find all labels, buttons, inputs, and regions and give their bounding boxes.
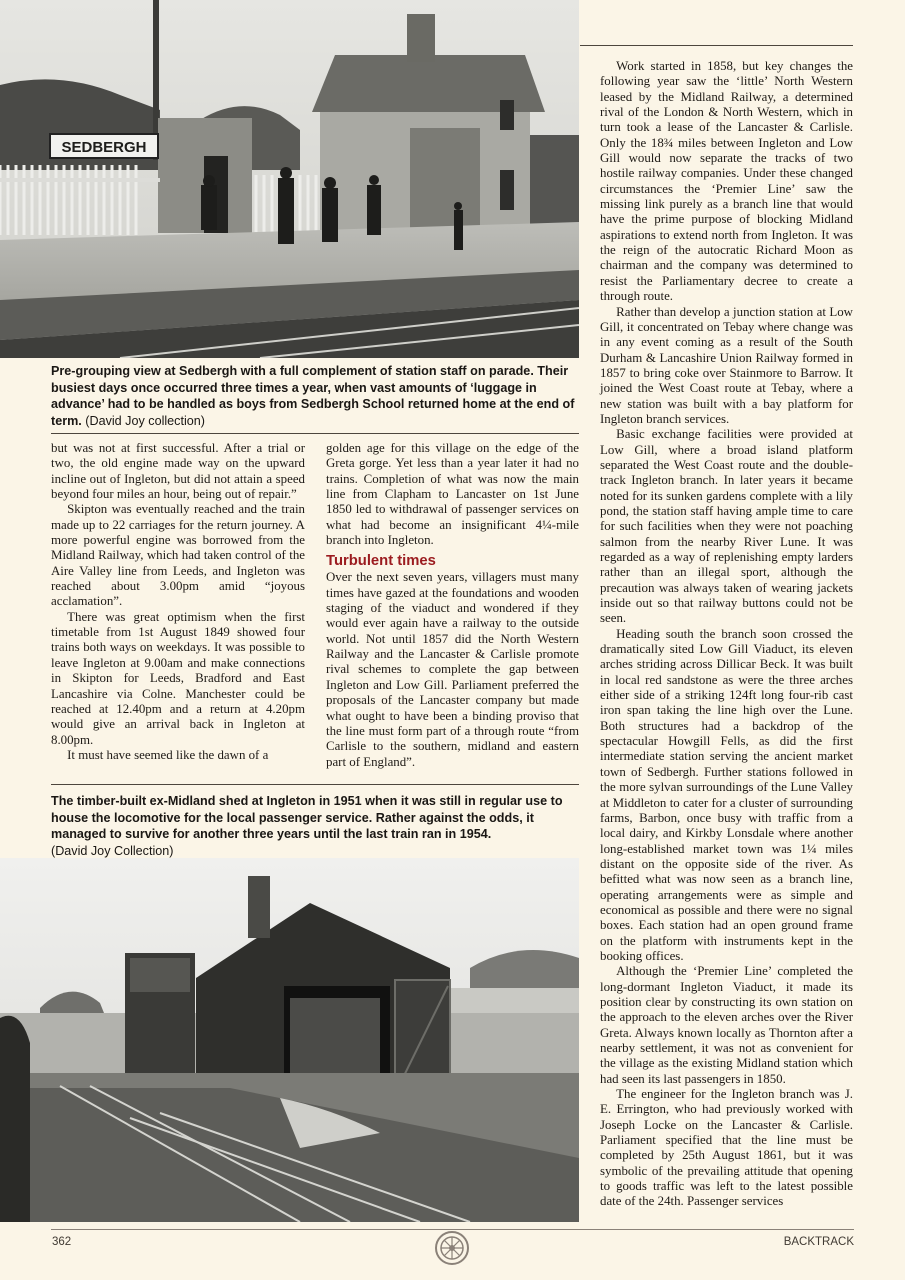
article-column-1: [51, 441, 305, 763]
caption-rule-top: [51, 433, 579, 434]
col3-paragraph-3: Basic exchange facilities were provided at Low Gill, where a broad island platform separated the West Coast route and the double-track Ingleton branch. In later years it became noted for its sunken gardens complete with a lily pond, the station staff having ample time to care for such facilities when they were not poaching salmon from the nearby River Lune. It was regarded as a way of replenishing empty larders rather than an illegal sport, although the precaution was always taken of wearing jackets inside out so that railway buttons could not be seen.: [600, 427, 853, 626]
col3-paragraph-1: Work started in 1858, but key changes the following year saw the ‘little’ North Western leased by the Midland Railway, a determined rival of the London & North Western, which in turn took a lease of the Lancaster & Carlisle. Only the 18¾ miles between Ingleton and Low Gill would now separate the tracks of two hostile railway companies. Under these changed circumstances the ‘Premier Line’ saw the missing link purely as a branch line that would have the prime purpose of blocking Midland aspirations to extend north from Ingleton. It was the reign of the autocratic Richard Moon as chairman and the company was determined to resist the Parliamentary decree to create a through route.: [600, 59, 853, 304]
caption-sedbergh: [51, 363, 577, 429]
col2-paragraph-2: Over the next seven years, villagers must many times have gazed at the foundations and wooden staging of the viaduct and wondered if they would ever again have a railway to the outside world. Not until 1857 did the North Western Railway and the Lancaster & Carlisle promote rival schemes to complete the gap between Ingleton and Low Gill. Parliament preferred the proposals of the Lancaster company but made what ought to have been a binding proviso that the line must form part of a through route “from Carlisle to the southern, midland and eastern part of England”.: [326, 570, 579, 769]
col1-paragraph-3: There was great optimism when the first timetable from 1st August 1849 showed four trains both ways on weekdays. It was possible to leave Ingleton at 9.00am and make connections in Skipton for Leeds, Bradford and East Lancashire via Colne. Manchester could be reached at 12.40pm and a return at 4.20pm would give an arrival back in Ingleton at 8.00pm.: [51, 609, 305, 747]
wheel-logo: [434, 1230, 470, 1266]
photo-sedbergh-station: [0, 0, 579, 358]
col3-paragraph-2: Rather than develop a junction station at Low Gill, it concentrated on Tebay where change was in any event coming as a result of the South Durham & Lancashire Union Railway formed in 1857 to bring coke over Stainmore to Barrow. It joined the West Coast route at Tebay, where a new station was built with a bay platform for Ingleton branch services.: [600, 304, 853, 426]
col3-paragraph-5: Although the ‘Premier Line’ completed the long-dormant Ingleton Viaduct, it made its position clear by constructing its own station on the approach to the eleven arches over the River Greta. Always known locally as Thornton after a nearby settlement, it was not as convenient for the village as the existing Midland station which had seen its last passengers in 1850.: [600, 964, 853, 1086]
caption-sedbergh-credit: (David Joy collection): [85, 413, 205, 428]
col2-paragraph-1: golden age for this village on the edge of the Greta gorge. Yet less than a year later it had no trains. Completion of what was now the main line from Clapham to Lancaster on 1st June 1850 led to withdrawal of passenger services on what had become an insignificant 4¼-mile branch into Ingleton.: [326, 441, 579, 548]
col1-paragraph-1: but was not at first successful. After a trial or two, the old engine made way on the upward incline out of Ingleton, but did not attain a speed beyond four miles an hour, being out of repair.”: [51, 441, 305, 502]
photo-ingleton-shed: [0, 858, 579, 1222]
caption-ingleton-shed-text: The timber-built ex-Midland shed at Ingleton in 1951 when it was still in regular use to house the locomotive for the local passenger service. Rather against the odds, it managed to survive for another three years until the last train ran in 1954.: [51, 794, 563, 841]
caption-ingleton-shed-credit: (David Joy Collection): [51, 843, 174, 858]
section-heading: Turbulent times: [326, 553, 436, 570]
col1-paragraph-4: It must have seemed like the dawn of a: [67, 747, 269, 762]
article-column-3: [600, 59, 853, 1210]
caption-sedbergh-text: Pre-grouping view at Sedbergh with a full complement of station staff on parade. Their busiest days once occurred three times a year, when vast amounts of ‘luggage in advance’ had to be handled as boys from Sedbergh School returned home at the end of term.: [51, 364, 575, 428]
col1-paragraph-2: Skipton was eventually reached and the train made up to 22 carriages for the return journey. A more powerful engine was borrowed from the Midland Railway, which had taken control of the Aire Valley line from Leeds, and Ingleton was reached about 3.00pm amid “joyous acclamation”.: [51, 502, 305, 609]
caption-rule-middle: [51, 784, 579, 785]
caption-ingleton-shed: [51, 793, 577, 859]
col3-paragraph-4: Heading south the branch soon crossed the dramatically sited Low Gill Viaduct, its eleven arches striding across Dillicar Beck. It was built in local red sandstone as were the three arches either side of a striking 124ft long four-rib cast iron span taking the line high over the Lune. Both structures had a backdrop of the spectacular Howgill Fells, as did the first intermediate station serving the ancient market town of Sedbergh. Further stations followed in the more sylvan surroundings of the Lune Valley at Middleton to cater for a cluster of surrounding farms, Barbon, once busy with traffic from a local dairy, and Kirkby Lonsdale where another long-established market town was 1¼ miles distant on the opposite side of the river. As befitted what was now seen as a branch line, operating arrangements were as simple and economical as possible and there were no signal boxes. Each station had an open ground frame on the platform with instruments kept in the booking offices.: [600, 626, 853, 963]
page-number: 362: [52, 1236, 72, 1248]
col3-paragraph-6: The engineer for the Ingleton branch was J. E. Errington, who had previously worked with Joseph Locke on the Lancaster & Carlisle. Parliament specified that the line must be completed by 25th August 1861, but it was symbolic of the prevailing attitude that opening to goods traffic was left to the latest possible date of the 24th. Passenger services: [600, 1087, 853, 1209]
station-sign-text: SEDBERGH: [61, 139, 147, 156]
publication-name: BACKTRACK: [783, 1236, 854, 1248]
column-rule-top-right: [580, 45, 853, 46]
article-column-2: [326, 441, 579, 770]
